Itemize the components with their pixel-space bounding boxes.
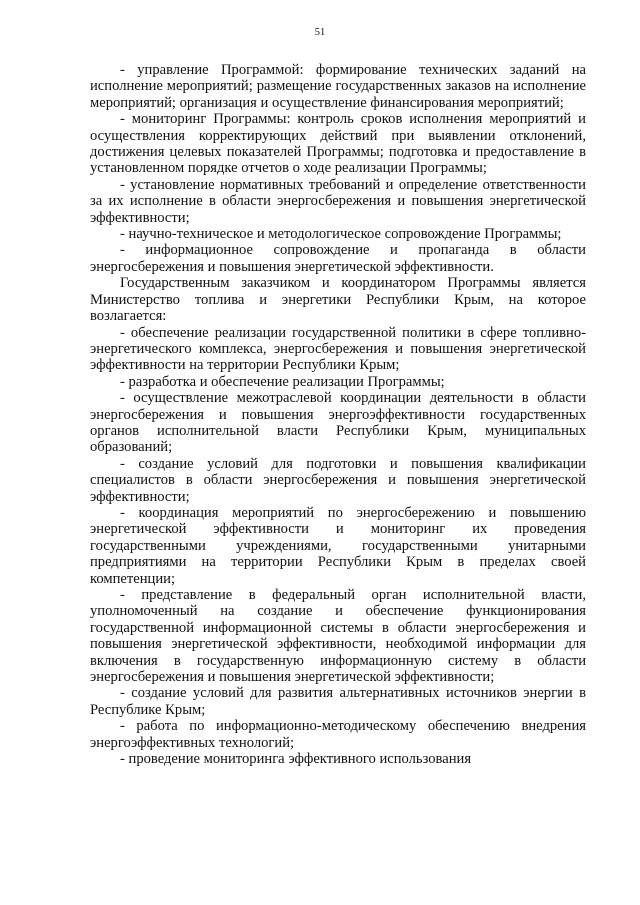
paragraph-information-support: - информационное сопровождение и пропаганда в области энергосбережения и повышения энергетической эффективности. xyxy=(90,242,586,275)
paragraph-alternative-energy: - создание условий для развития альтернативных источников энергии в Республике Крым; xyxy=(90,685,586,718)
paragraph-intersectoral-coordination: - осуществление межотраслевой координации деятельности в области энергосбережения и повышения энергоэффективности государственных органов исполнительной власти Республики Крым, муниципальных образований; xyxy=(90,390,586,456)
page-number: 51 xyxy=(314,27,326,38)
paragraph-federal-reporting: - представление в федеральный орган исполнительной власти, уполномоченный на создание и обеспечение функционирования государственной информационной системы в области энергосбережения и повышения энергетической эффективности, необходимой информации для включения в государственную информационную систему в области энергосбережения и повышения энергетической эффективности; xyxy=(90,587,586,686)
paragraph-program-monitoring: - мониторинг Программы: контроль сроков исполнения мероприятий и осуществления корректирующих действий при выявлении отклонений, достижения целевых показателей Программы; подготовка и предоставление в установленном порядке отчетов о ходе реализации Программы; xyxy=(90,111,586,177)
paragraph-efficiency-monitoring: - проведение мониторинга эффективного использования xyxy=(120,751,472,768)
paragraph-normative-requirements: - установление нормативных требований и определение ответственности за их исполнение в области энергосбережения и повышения энергетической эффективности; xyxy=(90,176,586,226)
paragraph-scientific-support: - научно-техническое и методологическое сопровождение Программы; xyxy=(120,226,562,243)
paragraph-measures-coordination: - координация мероприятий по энергосбережению и повышению энергетической эффективности и мониторинг их проведения государственными учреждениями, государственными унитарными предприятиями на территории Республики Крым в пределах своей компетенции; xyxy=(90,504,586,587)
paragraph-training-conditions: - создание условий для подготовки и повышения квалификации специалистов в области энергосбережения и повышения энергетической эффективности; xyxy=(90,455,586,505)
paragraph-state-policy: - обеспечение реализации государственной политики в сфере топливно- энергетического комплекса, энергосбережения и повышения энергетической эффективности на территории Республики Крым; xyxy=(90,324,586,374)
paragraph-methodological-work: - работа по информационно-методическому обеспечению внедрения энергоэффективных технологий; xyxy=(90,718,586,751)
document-body xyxy=(90,62,586,767)
paragraph-program-development: - разработка и обеспечение реализации Программы; xyxy=(120,373,445,390)
paragraph-state-customer: Государственным заказчиком и координатором Программы является Министерство топлива и энергетики Республики Крым, на которое возлагается: xyxy=(90,275,586,325)
paragraph-program-management: - управление Программой: формирование технических заданий на исполнение мероприятий; размещение государственных заказов на исполнение мероприятий; организация и осуществление финансирования мероприятий; xyxy=(90,62,586,111)
